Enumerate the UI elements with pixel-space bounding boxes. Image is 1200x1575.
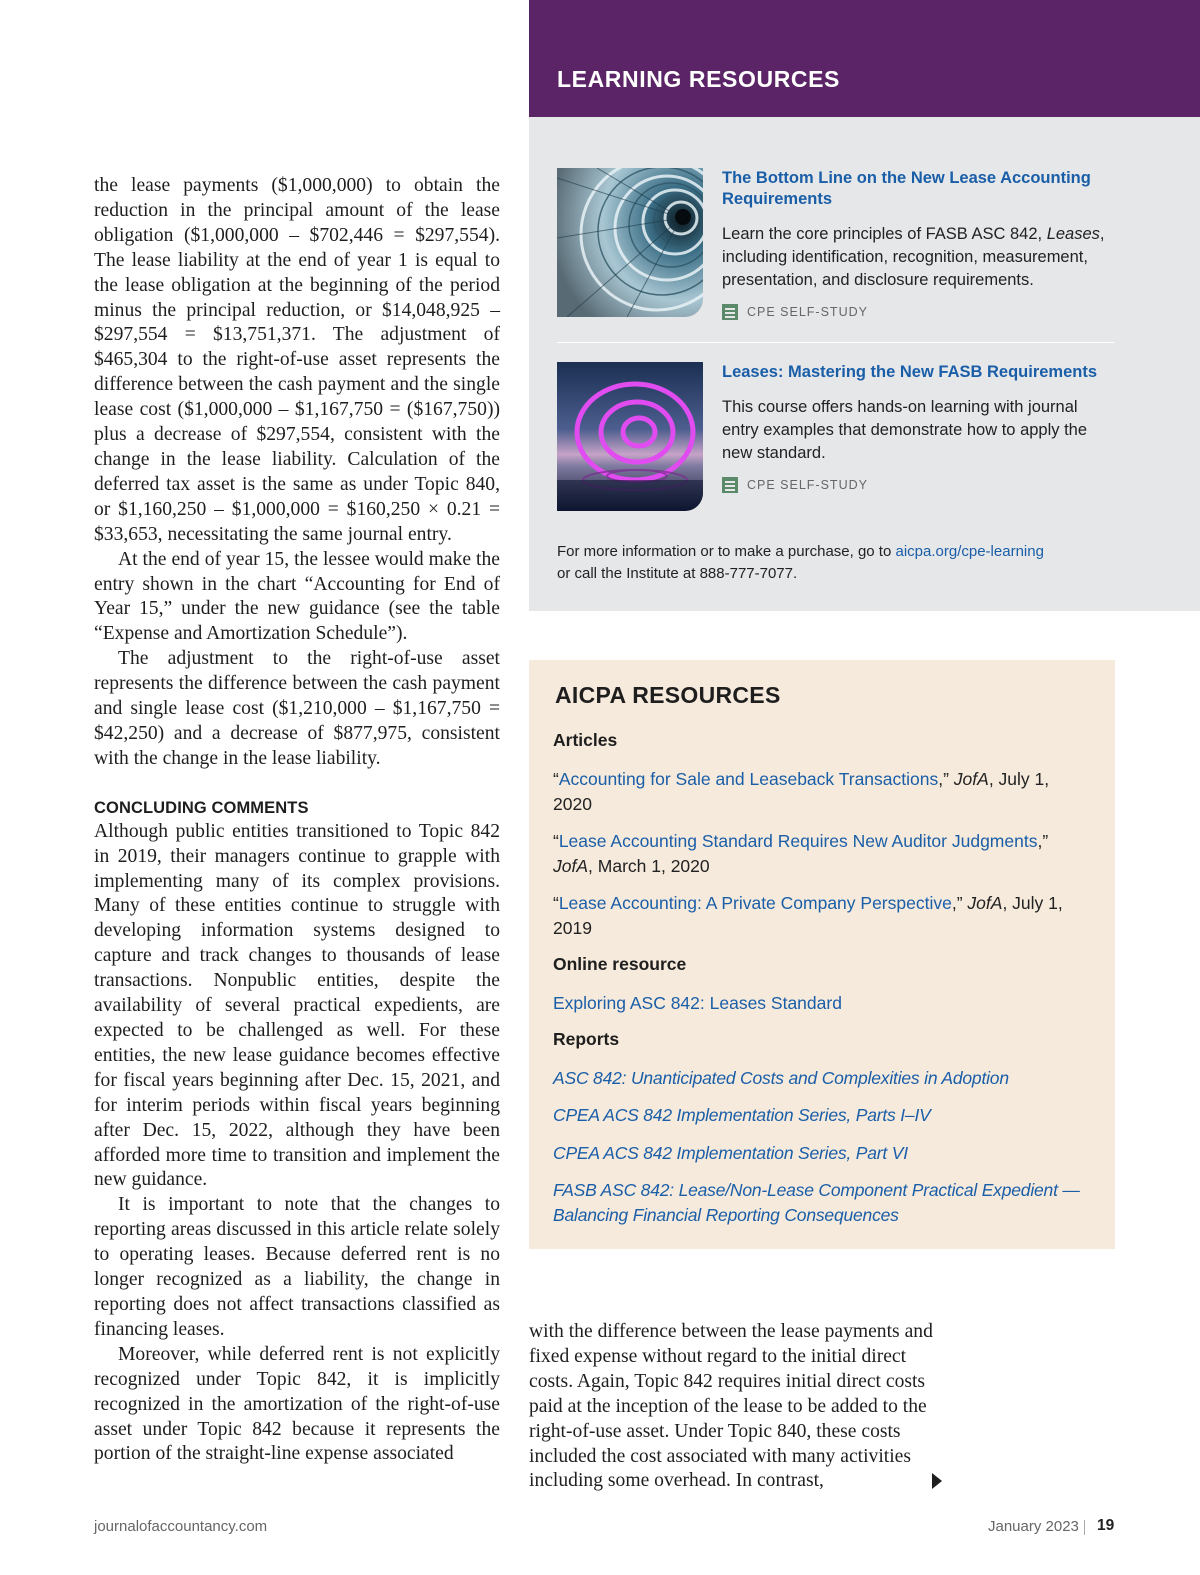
article-link[interactable]: Accounting for Sale and Leaseback Transactions — [558, 769, 939, 789]
footer-site: journalofaccountancy.com — [94, 1518, 268, 1535]
report-link[interactable]: CPEA ACS 842 Implementation Series, Part VI — [553, 1143, 908, 1163]
reports-label: Reports — [553, 1029, 620, 1049]
cpe-badge — [722, 304, 1117, 320]
page-number: 19 — [1097, 1517, 1115, 1534]
cpe-learning-link[interactable]: aicpa.org/cpe-learning — [895, 543, 1044, 560]
document-icon — [722, 304, 738, 320]
article-right-column: with the difference between the lease payments and fixed expense without regard to the initial direct costs. Again, Topic 842 requires initial direct costs paid at the inception of the lease to be added to the right-of-use asset. Under Topic 840, these costs included the cost associated with many activities including some overhead. In contrast, — [529, 1321, 933, 1492]
articles-label: Articles — [553, 730, 618, 750]
purchase-info: For more information or to make a purchase, go to aicpa.org/cpe-learning or call the Institute at 888-777-7077. — [557, 543, 1044, 582]
body-paragraph: It is important to note that the changes to reporting areas discussed in this article relate solely to operating leases. Because deferred rent is no longer recognized as a liability, the change in reporting does not affect transactions classified as financing leases. — [94, 1194, 500, 1340]
body-paragraph: At the end of year 15, the lessee would make the entry shown in the chart “Accounting for End of Year 15,” under the new guidance (see the table “Expense and Amortization Schedule”). — [94, 548, 500, 645]
badge-label: CPE SELF-STUDY — [747, 305, 868, 319]
continue-arrow-icon — [932, 1473, 942, 1489]
article-left-column — [94, 174, 500, 1467]
footer-date: January 2023 — [988, 1518, 1079, 1535]
badge-label: CPE SELF-STUDY — [747, 478, 868, 492]
report-link[interactable]: ASC 842: Unanticipated Costs and Complexities in Adoption — [553, 1068, 1009, 1088]
article-link[interactable]: Lease Accounting: A Private Company Perspective — [558, 893, 952, 913]
aicpa-resources-box — [529, 660, 1115, 1249]
divider — [557, 342, 1114, 343]
course-title-link[interactable]: Leases: Mastering the New FASB Requirements — [722, 363, 1098, 381]
learning-resources-title: LEARNING RESOURCES — [557, 66, 840, 92]
online-resource-entry — [553, 991, 1073, 1016]
article-entry: “Lease Accounting: A Private Company Perspective,” JofA, July 1, 2019 — [553, 893, 1063, 938]
learning-resources-header — [529, 0, 1200, 117]
section-heading-concluding: CONCLUDING COMMENTS — [94, 798, 309, 817]
document-icon — [722, 477, 738, 493]
body-paragraph: the lease payments ($1,000,000) to obtain the reduction in the principal amount of the lease obligation ($1,000,000 – $702,446 = $297,554). The lease liability at the end of year 1 is equal to the lease obligation at the beginning of the period minus the principal reduction, or $14,048,925 – $297,554 = $13,751,371. The adjustment of $465,304 to the right-of-use asset represents the difference between the cash payment and the single lease cost ($1,000,000 – $1,167,750 = ($167,750)) plus a decrease of $297,554, consistent with the change in the lease liability. Calculation of the deferred tax asset is the same as under Topic 840, or $1,160,250 – $1,000,000 = $160,250 × 0.21 = $33,653, necessitating the same journal entry. — [94, 175, 500, 545]
footer-divider — [1084, 1520, 1085, 1535]
course-description: Learn the core principles of FASB ASC 842, Leases, including identification, recognition, measurement, presentation, and disclosure requirements. — [722, 225, 1105, 289]
report-link[interactable]: FASB ASC 842: Lease/Non-Lease Component Practical Expedient — Balancing Financial Reporting Consequences — [553, 1180, 1080, 1225]
body-paragraph: Although public entities transitioned to Topic 842 in 2019, their managers continue to grapple with implementing many of its complex provisions. Many of these entities continue to struggle with developing information systems designed to capture and track changes to thousands of lease transactions. Nonpublic entities, despite the availability of several practical expedients, are expected to be challenged as well. For these entities, the new lease guidance becomes effective for fiscal years beginning after Dec. 15, 2021, and for interim periods within fiscal years beginning after Dec. 15, 2022, although they have been afforded more time to transition and implement the new guidance. — [94, 820, 500, 1191]
course-description: This course offers hands-on learning with journal entry examples that demonstrate how to apply the new standard. — [722, 398, 1088, 462]
spiral-sculpture-image — [557, 362, 703, 511]
spiral-staircase-image — [557, 168, 703, 317]
course-title-link[interactable]: The Bottom Line on the New Lease Accounting Requirements — [722, 169, 1091, 208]
online-resource-label: Online resource — [553, 954, 687, 974]
article-entry: “Lease Accounting Standard Requires New Auditor Judgments,” JofA, March 1, 2020 — [553, 831, 1049, 876]
article-link[interactable]: Lease Accounting Standard Requires New Auditor Judgments — [558, 831, 1038, 851]
body-paragraph: Moreover, while deferred rent is not explicitly recognized under Topic 842, it is implicitly recognized in the amortization of the right-of-use asset under Topic 842 because it represents the portion of the straight-line expense associated — [94, 1343, 500, 1465]
body-paragraph: The adjustment to the right-of-use asset represents the difference between the cash payment and single lease cost ($1,210,000 – $1,167,750 = $42,250) and a decrease of $877,975, consistent with the change in the lease liability. — [94, 648, 500, 769]
cpe-badge — [722, 477, 1117, 493]
aicpa-resources-title: AICPA RESOURCES — [555, 682, 781, 708]
report-link[interactable]: CPEA ACS 842 Implementation Series, Parts I–IV — [553, 1105, 931, 1125]
article-entry: “Accounting for Sale and Leaseback Transactions,” JofA, July 1, 2020 — [553, 769, 1050, 814]
learning-resources-panel — [529, 117, 1200, 611]
online-resource-link[interactable]: Exploring ASC 842: Leases Standard — [553, 993, 842, 1013]
